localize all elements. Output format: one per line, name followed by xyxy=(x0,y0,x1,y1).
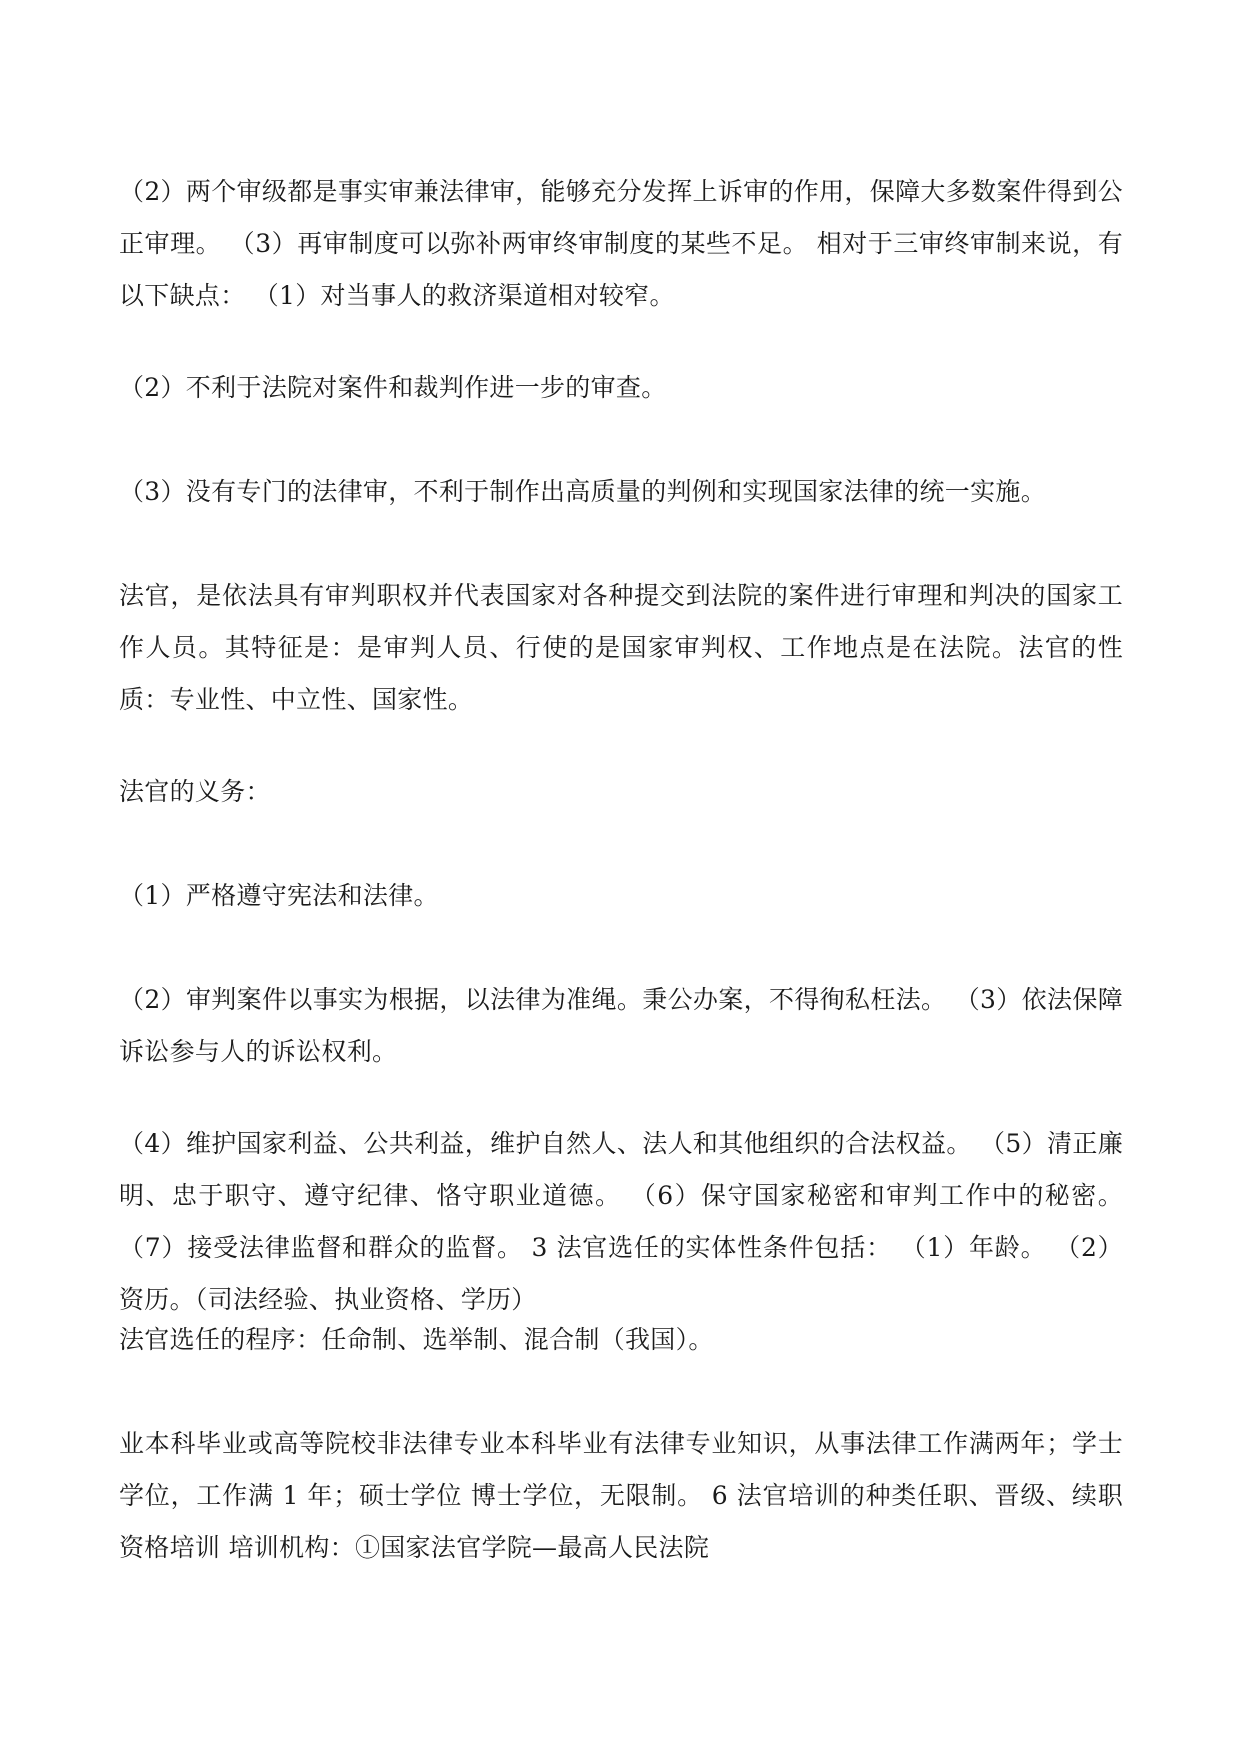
paragraph-judge-duties-heading: 法官的义务： xyxy=(119,777,271,806)
paragraph-duty-2-3: （2）审判案件以事实为根据，以法律为准绳。秉公办案，不得徇私枉法。 （3）依法保障诉讼参与人的诉讼权利。 xyxy=(119,985,1123,1066)
paragraph-duty-1: （1）严格遵守宪法和法律。 xyxy=(119,881,439,910)
paragraph-appeal-system-advantages: （2）两个审级都是事实审兼法律审，能够充分发挥上诉审的作用，保障大多数案件得到公正审理。 （3）再审制度可以弥补两审终审制度的某些不足。 相对于三审终审制来说，有以下缺点： （1）对当事人的救济渠道相对较窄。 xyxy=(119,177,1123,310)
paragraph-education-training: 业本科毕业或高等院校非法律专业本科毕业有法律专业知识，从事法律工作满两年；学士学位，工作满 1 年；硕士学位 博士学位，无限制。 6 法官培训的种类任职、晋级、续职资格培训 培训机构：①国家法官学院—最高人民法院 xyxy=(119,1429,1123,1562)
paragraph-selection-procedure: 法官选任的程序：任命制、选举制、混合制（我国）。 xyxy=(119,1325,714,1354)
paragraph-judge-definition: 法官，是依法具有审判职权并代表国家对各种提交到法院的案件进行审理和判决的国家工作人员。其特征是：是审判人员、行使的是国家审判权、工作地点是在法院。法官的性质：专业性、中立性、国家性。 xyxy=(119,581,1123,714)
paragraph-disadvantage-law-review: （3）没有专门的法律审，不利于制作出高质量的判例和实现国家法律的统一实施。 xyxy=(119,477,1047,506)
paragraph-disadvantage-review: （2）不利于法院对案件和裁判作进一步的审查。 xyxy=(119,373,667,402)
paragraph-duty-4-7: （4）维护国家利益、公共利益，维护自然人、法人和其他组织的合法权益。 （5）清正廉明、忠于职守、遵守纪律、恪守职业道德。 （6）保守国家秘密和审判工作中的秘密。 （7）接受法律监督和群众的监督。 3 法官选任的实体性条件包括： （1）年龄。 （2）资历。（司法经验、执业资格、学历） xyxy=(119,1129,1123,1314)
